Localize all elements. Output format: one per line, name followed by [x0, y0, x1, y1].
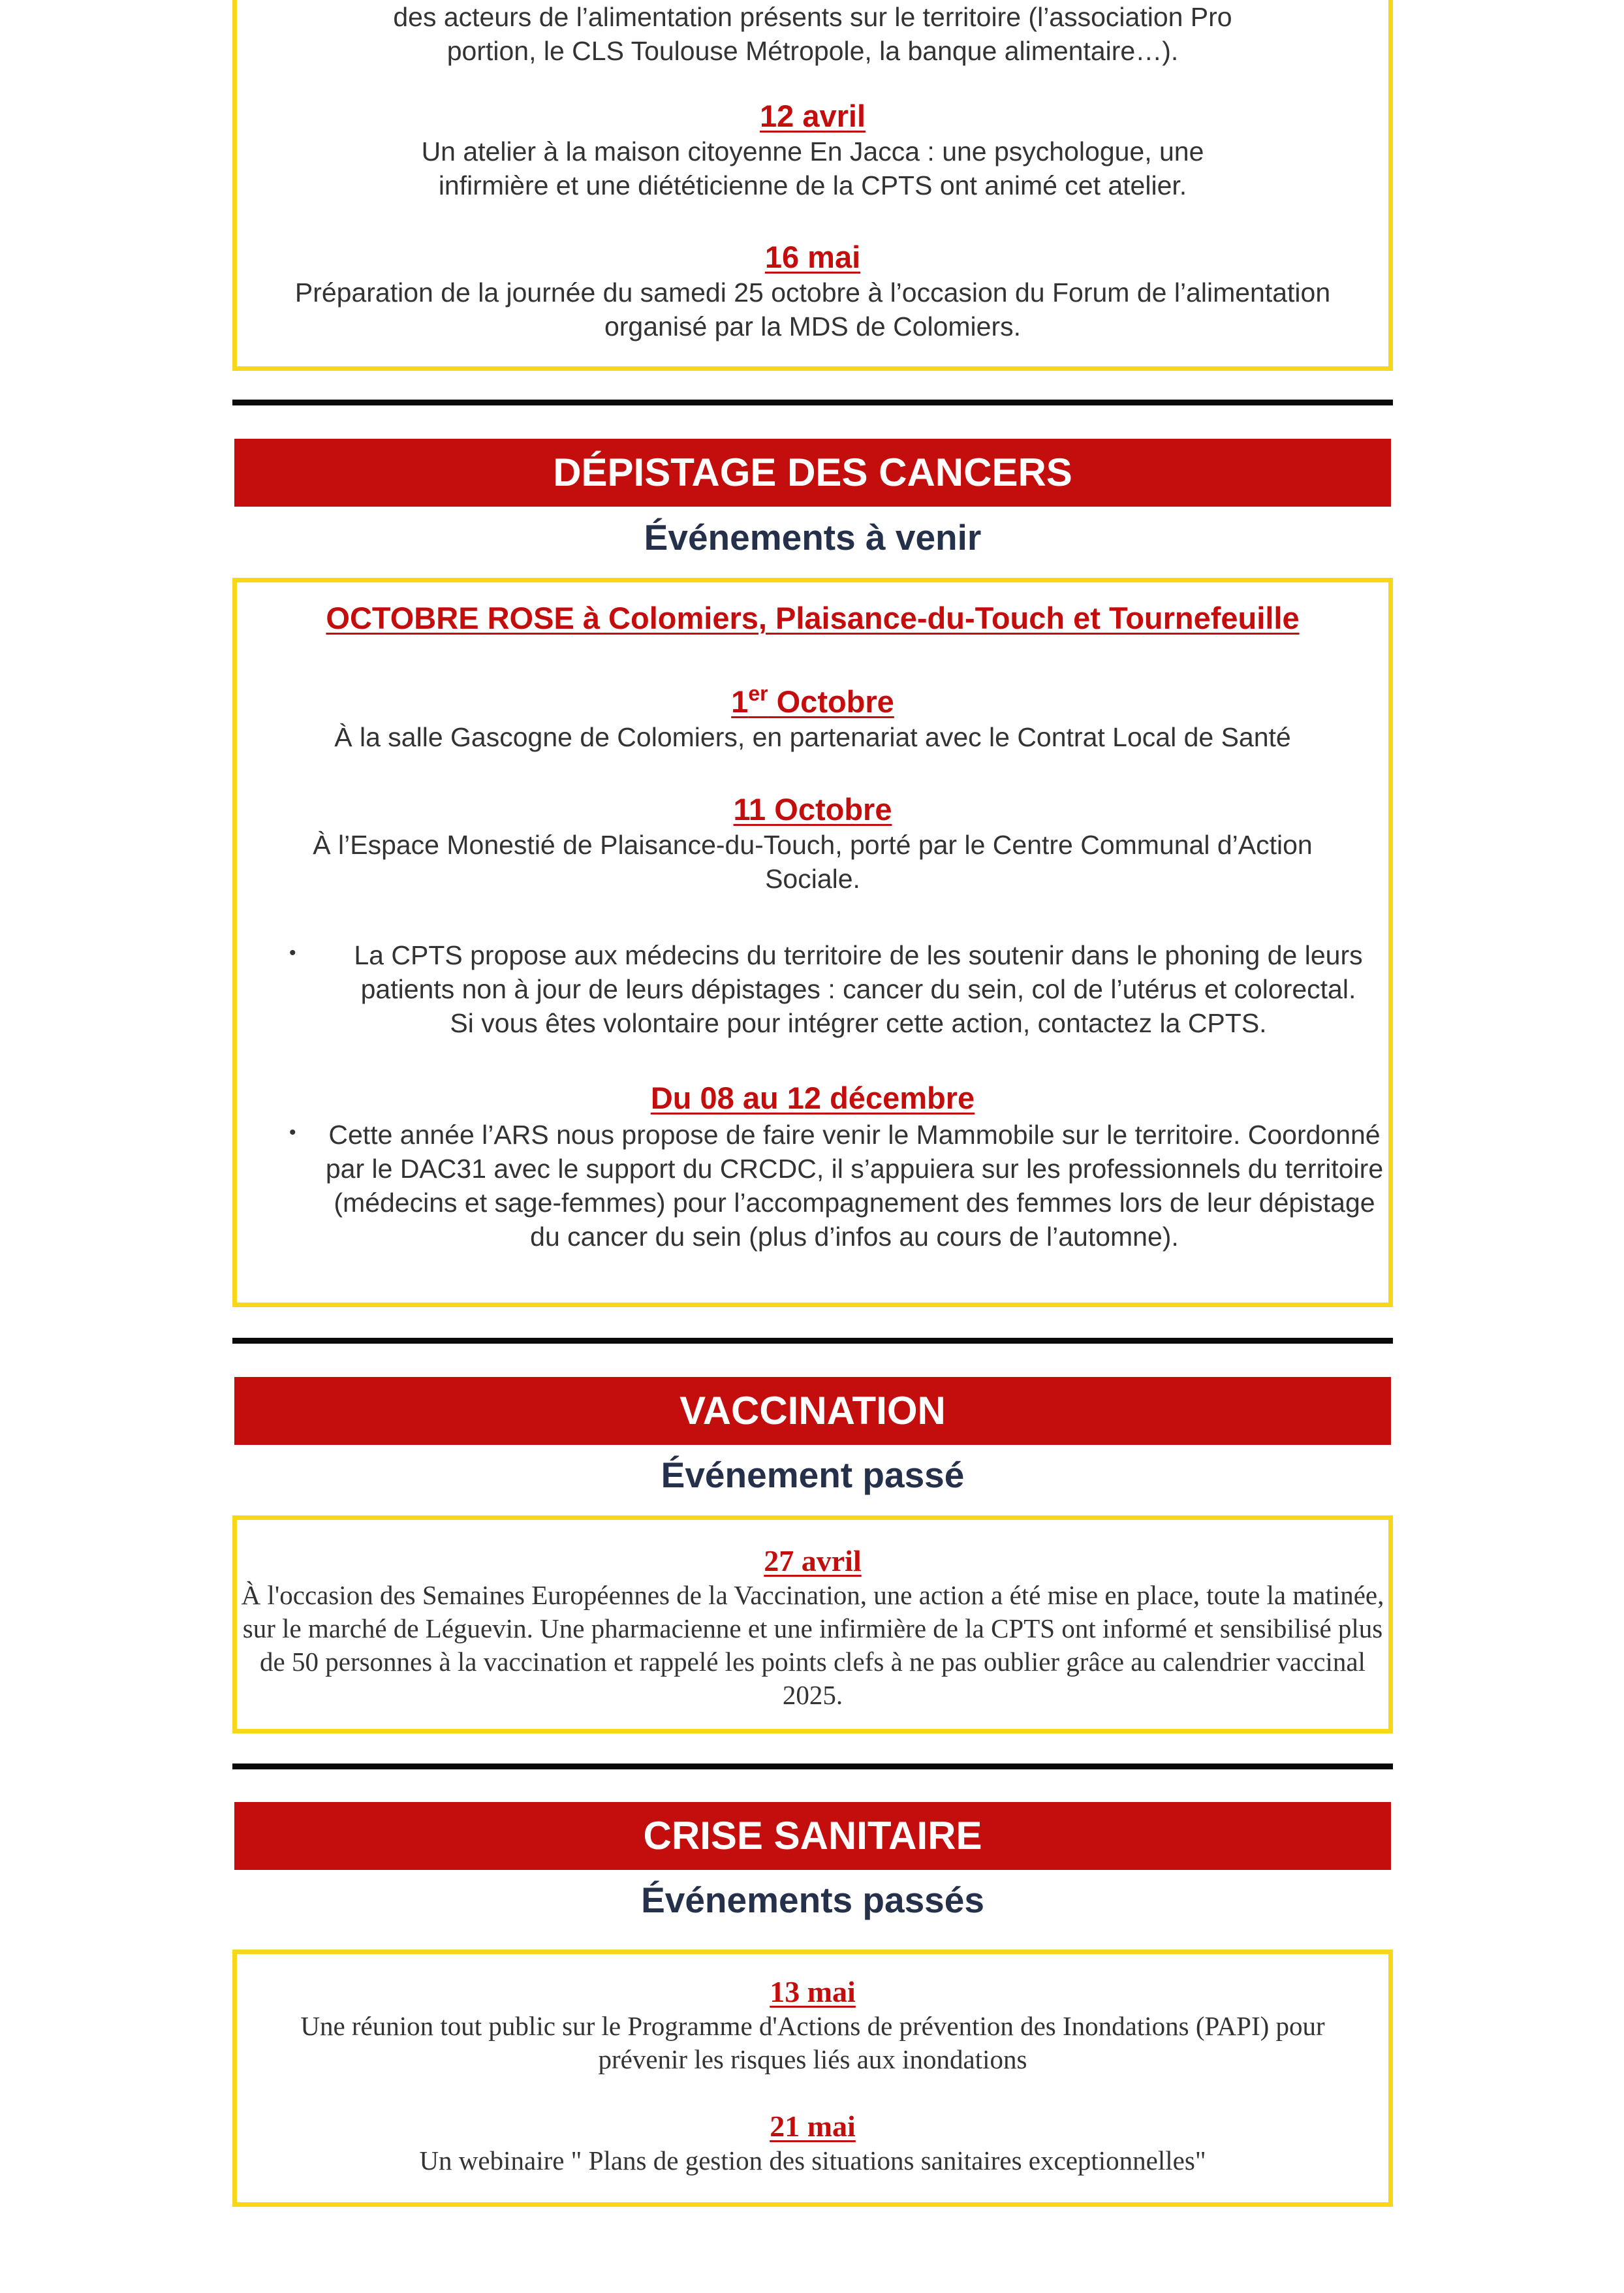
bullet-icon: •: [289, 942, 296, 964]
section-subtitle-crise: Événements passés: [641, 1880, 984, 1920]
event-date-month: Octobre: [768, 684, 894, 719]
event-date: 27 avril: [764, 1544, 862, 1577]
section-divider: [232, 1763, 1393, 1769]
section-subtitle-depistage: Événements à venir: [644, 517, 982, 558]
alimentation-intro-text: des acteurs de l’alimentation présents sur le territoire (l’association Pro portion, le CLS Toulouse Métropole, la banque alimentaire…).: [393, 2, 1232, 66]
event-text: À l’Espace Monestié de Plaisance-du-Touch, porté par le Centre Communal d’Action Sociale.: [313, 830, 1313, 894]
event-11-octobre: [237, 791, 1388, 896]
bullet-text: La CPTS propose aux médecins du territoire de les soutenir dans le phoning de leurs patients non à jour de leurs dépistages : cancer du sein, col de l’utérus et colorectal. Si vous êtes volontaire pour intégrer cette action, contactez la CPTS.: [354, 940, 1363, 1038]
event-12-avril: [237, 98, 1388, 202]
event-text: À la salle Gascogne de Colomiers, en partenariat avec le Contrat Local de Santé: [334, 722, 1291, 752]
bullet-phoning: [237, 938, 1388, 1040]
bullet-mammobile: [237, 1118, 1388, 1254]
crise-events-box: [232, 1950, 1393, 2207]
event-16-mai: [237, 239, 1388, 343]
event-date-day: 1: [731, 684, 749, 719]
event-13-mai: [237, 1974, 1388, 2076]
depistage-events-box: [232, 578, 1393, 1307]
section-divider: [232, 400, 1393, 405]
event-date: Du 08 au 12 décembre: [650, 1081, 975, 1115]
event-21-mai: [237, 2109, 1388, 2177]
octobre-rose-heading: OCTOBRE ROSE à Colomiers, Plaisance-du-Touch et Tournefeuille: [326, 601, 1300, 635]
event-text: Un webinaire " Plans de gestion des situations sanitaires exceptionnelles": [419, 2145, 1206, 2175]
section-banner-depistage: DÉPISTAGE DES CANCERS: [232, 437, 1393, 509]
section-banner-vaccination: VACCINATION: [232, 1375, 1393, 1447]
event-1er-octobre: [237, 684, 1388, 754]
event-text: À l'occasion des Semaines Européennes de la Vaccination, une action a été mise en place, toute la matinée, sur le marché de Léguevin. Une pharmacienne et une infirmière de la CPTS ont informé et sensibilisé plus de 50 personnes à la vaccination et rappelé les points clefs à ne pas oublier grâce au calendrier vaccinal 2025.: [241, 1580, 1384, 1710]
section-subtitle-vaccination: Événement passé: [661, 1455, 965, 1495]
event-27-avril: [237, 1543, 1388, 1712]
section-banner-crise: CRISE SANITAIRE: [232, 1800, 1393, 1872]
event-date: 21 mai: [770, 2110, 856, 2143]
event-date: 11 Octobre: [733, 792, 892, 827]
event-decembre: [237, 1080, 1388, 1116]
event-date-ordinal: er: [748, 682, 768, 705]
alimentation-events-box: [232, 0, 1393, 371]
event-date: 16 mai: [764, 240, 861, 274]
event-text: Une réunion tout public sur le Programme d'Actions de prévention des Inondations (PAPI) pour prévenir les risques liés aux inondations: [300, 2011, 1325, 2074]
bullet-icon: •: [289, 1122, 296, 1143]
event-date: [237, 684, 1388, 720]
vaccination-events-box: [232, 1515, 1393, 1733]
event-date: 12 avril: [759, 99, 866, 133]
bullet-text: Cette année l’ARS nous propose de faire venir le Mammobile sur le territoire. Coordonné par le DAC31 avec le support du CRCDC, il s’appuiera sur les professionnels du territoire (médecins et sage-femmes) pour l’accompagnement des femmes lors de leur dépistage du cancer du sein (plus d’infos au cours de l’automne).: [325, 1120, 1384, 1252]
event-date: 13 mai: [770, 1975, 856, 2008]
event-text: Un atelier à la maison citoyenne En Jacca : une psychologue, une infirmière et une diététicienne de la CPTS ont animé cet atelier.: [421, 136, 1204, 200]
event-text: Préparation de la journée du samedi 25 octobre à l’occasion du Forum de l’alimentation organisé par la MDS de Colomiers.: [294, 277, 1331, 341]
section-divider: [232, 1338, 1393, 1344]
